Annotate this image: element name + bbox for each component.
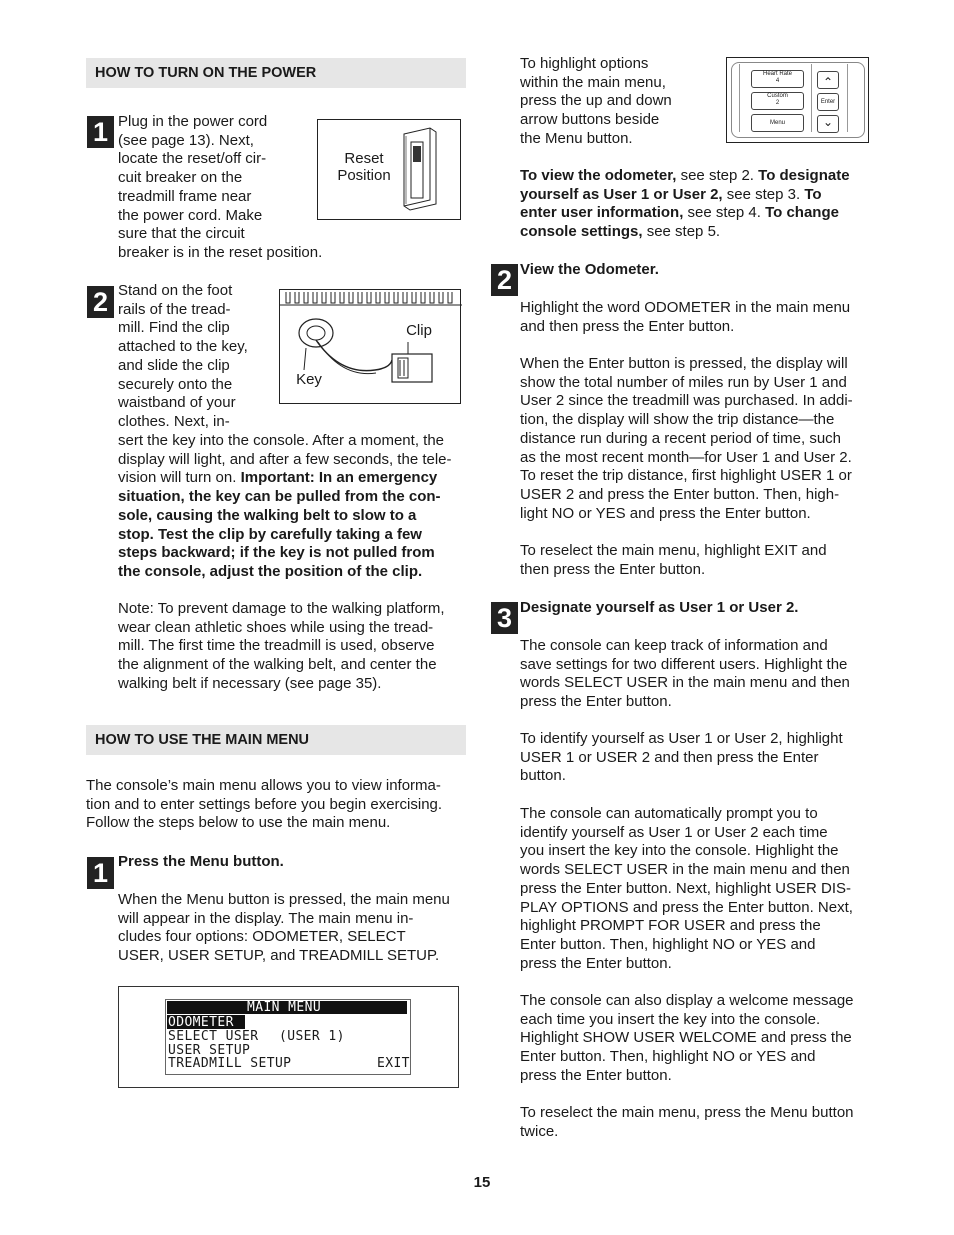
text-line: To reselect the main menu, press the Menu button [520, 1104, 854, 1121]
text-line: situation, the key can be pulled from the con- [118, 488, 441, 506]
text-line: sole, causing the walking belt to slow to a [118, 506, 417, 524]
step-number: 2 [87, 286, 114, 318]
text-line: breaker is in the reset position. [118, 243, 323, 261]
section-header-power [86, 58, 466, 88]
text-line: within the main menu, [520, 73, 666, 91]
intro-paragraph [86, 777, 466, 833]
step-text [118, 891, 468, 966]
step-number: 1 [87, 116, 114, 148]
text-line: User 2 since the treadmill was purchased. In addi- [520, 392, 853, 410]
text-line: button. [520, 767, 566, 785]
text-line: distance run during a recent period of time, such [520, 429, 842, 447]
chevron-down-icon: ⌄ [822, 115, 834, 129]
step-text [520, 992, 880, 1086]
step-text [520, 637, 880, 712]
text-line: then press the Enter button. [520, 560, 706, 578]
text-line: press the Enter button. [520, 1066, 672, 1084]
note-paragraph [118, 600, 468, 694]
text-line: arrow buttons beside [520, 111, 660, 129]
main-menu-display [118, 986, 459, 1088]
text-line: the power cord. Make [118, 206, 263, 224]
lcd-exit: EXIT [377, 1056, 410, 1071]
key-clip-figure [279, 289, 461, 404]
text-line: Follow the steps below to use the main menu. [86, 814, 391, 832]
text-line: words SELECT USER in the main menu and then [520, 861, 850, 879]
text-line: stop. Test the clip by carefully taking a few [118, 525, 422, 543]
text-line: waistband of your [118, 394, 236, 412]
key-label: Key [296, 371, 322, 388]
text-line: USER, USER SETUP, and TREADMILL SETUP. [118, 947, 440, 965]
enter-button: Enter [817, 93, 839, 111]
section-header-main-menu [86, 725, 466, 755]
chevron-up-icon: ⌃ [822, 75, 834, 89]
text-line: tion and to enter settings before you begin exercising. [86, 795, 443, 813]
up-arrow-button [817, 71, 839, 89]
step-text [520, 1104, 880, 1141]
step-text-continued: sert the key into the console. After a moment, the display will light, and after a few seconds, the tele- vision will turn on. Important: In an emergency situation, the key can be pulled from the con- sole, causing the walking belt to slow to a stop. Test the clip by carefully taking a few steps backward; if the key is not pulled from the console, adjust the position of the clip. [118, 432, 468, 582]
text-line: identify yourself as User 1 or User 2 each time [520, 823, 828, 841]
step-heading: Press the Menu button. [118, 853, 284, 870]
page-number: 15 [473, 1174, 491, 1191]
menu-button: Menu [751, 114, 804, 132]
text-line: mill. The first time the treadmill is used, observe [118, 637, 435, 655]
lcd-select-user: SELECT USER [168, 1029, 259, 1044]
reset-position-label: Reset Position [337, 150, 391, 184]
highlight-instructions [520, 55, 710, 149]
text-line: will appear in the display. The main menu in- [118, 909, 414, 927]
text-line: wear clean athletic shoes while using the tread- [118, 618, 434, 636]
text-line: locate the reset/off cir- [118, 150, 267, 168]
text-line: press the up and down [520, 92, 672, 110]
custom-button: Custom 2 [751, 92, 804, 110]
text-line: securely onto the [118, 375, 233, 393]
reset-switch-figure [317, 119, 461, 220]
text-line: USER 2 and press the Enter button. Then, high- [520, 485, 840, 503]
breaker-switch-drawing [318, 120, 462, 221]
text-line: mill. Find the clip [118, 319, 230, 337]
step-text [520, 730, 880, 786]
text-line: Highlight SHOW USER WELCOME and press the [520, 1029, 852, 1047]
text-line: When the Menu button is pressed, the main menu [118, 891, 450, 908]
heart-rate-button: Heart Rate 4 [751, 70, 804, 88]
text-line: show the total number of miles run by User 1 and [520, 373, 847, 391]
step-text [520, 542, 880, 579]
console-buttons-figure [726, 57, 869, 143]
text-line: Stand on the foot [118, 282, 233, 299]
text-line: To identify yourself as User 1 or User 2, highlight [520, 730, 843, 747]
step-number: 2 [491, 264, 518, 296]
text-line: clothes. Next, in- [118, 412, 230, 430]
text-line: light NO or YES and press the Enter button. [520, 504, 811, 522]
text-line: the Menu button. [520, 129, 633, 147]
text-line: The console’s main menu allows you to view informa- [86, 777, 441, 794]
text-line: save settings for two different users. Highlight the [520, 655, 848, 673]
clip-label: Clip [406, 322, 432, 339]
text-line: words SELECT USER in the main menu and then [520, 674, 850, 692]
lcd-treadmill-setup: TREADMILL SETUP [168, 1056, 292, 1071]
down-arrow-button [817, 115, 839, 133]
text-line: each time you insert the key into the console. [520, 1010, 821, 1028]
text-line: the alignment of the walking belt, and center the [118, 656, 437, 674]
text-line: The console can keep track of information and [520, 637, 828, 654]
text-line: tion, the display will show the trip distance—the [520, 411, 835, 429]
lcd-odometer: ODOMETER [168, 1015, 234, 1030]
text-line: The console can automatically prompt you to [520, 805, 818, 822]
text-line: Note: To prevent damage to the walking platform, [118, 600, 445, 617]
menu-guide-paragraph: To view the odometer, see step 2. To designate yourself as User 1 or User 2, see step 3. To enter user information, see step 4. To change console settings, see step 5. [520, 167, 850, 241]
text-line: Enter button. Then, highlight NO or YES and [520, 935, 816, 953]
text-line: as the most recent month—for User 1 and User 2. [520, 448, 852, 466]
text-line: To highlight options [520, 55, 649, 72]
text-line: the console, adjust the position of the clip. [118, 562, 423, 580]
text-line: PLAY OPTIONS and press the Enter button. Next, [520, 898, 853, 916]
text-line: cludes four options: ODOMETER, SELECT [118, 928, 406, 946]
text-line: press the Enter button. [520, 954, 672, 972]
section-title: HOW TO TURN ON THE POWER [95, 65, 317, 81]
text-line: you insert the key into the console. Highlight the [520, 842, 839, 860]
step-text [520, 355, 880, 523]
step-number: 1 [87, 857, 114, 889]
text-line: To reselect the main menu, highlight EXIT and [520, 542, 827, 559]
step-heading: View the Odometer. [520, 261, 659, 278]
text-line: cuit breaker on the [118, 169, 243, 187]
lcd-title: MAIN MENU [247, 1000, 322, 1015]
section-title: HOW TO USE THE MAIN MENU [95, 732, 310, 748]
text-line: press the Enter button. Next, highlight USER DIS- [520, 879, 851, 897]
text-line: and then press the Enter button. [520, 317, 735, 335]
step-text [520, 805, 880, 973]
text-line: highlight PROMPT FOR USER and press the [520, 917, 821, 935]
text-line: walking belt if necessary (see page 35). [118, 674, 382, 692]
step-text [520, 299, 880, 336]
text-line: (see page 13). Next, [118, 131, 254, 149]
text-line: press the Enter button. [520, 693, 672, 711]
text-line: When the Enter button is pressed, the display will [520, 355, 848, 372]
text-line: attached to the key, [118, 338, 248, 356]
text-line: treadmill frame near [118, 187, 252, 205]
text-line: Highlight the word ODOMETER in the main menu [520, 299, 851, 316]
text-line: To reset the trip distance, first highlight USER 1 or [520, 467, 852, 485]
step-text [118, 282, 268, 432]
text-line: and slide the clip [118, 356, 230, 374]
text-line: steps backward; if the key is not pulled from [118, 544, 435, 562]
text-line: rails of the tread- [118, 300, 231, 318]
text-line: USER 1 or USER 2 and then press the Enter [520, 748, 819, 766]
lcd-user-setup: USER SETUP [168, 1043, 251, 1058]
text-line: The console can also display a welcome message [520, 992, 854, 1009]
text-line: sure that the circuit [118, 225, 245, 243]
step-heading: Designate yourself as User 1 or User 2. [520, 599, 799, 616]
text-line: Enter button. Then, highlight NO or YES and [520, 1048, 816, 1066]
text-line: Plug in the power cord [118, 113, 268, 130]
lcd-user-number: (USER 1) [279, 1029, 345, 1044]
text-line: twice. [520, 1122, 559, 1140]
step-number: 3 [491, 602, 518, 634]
